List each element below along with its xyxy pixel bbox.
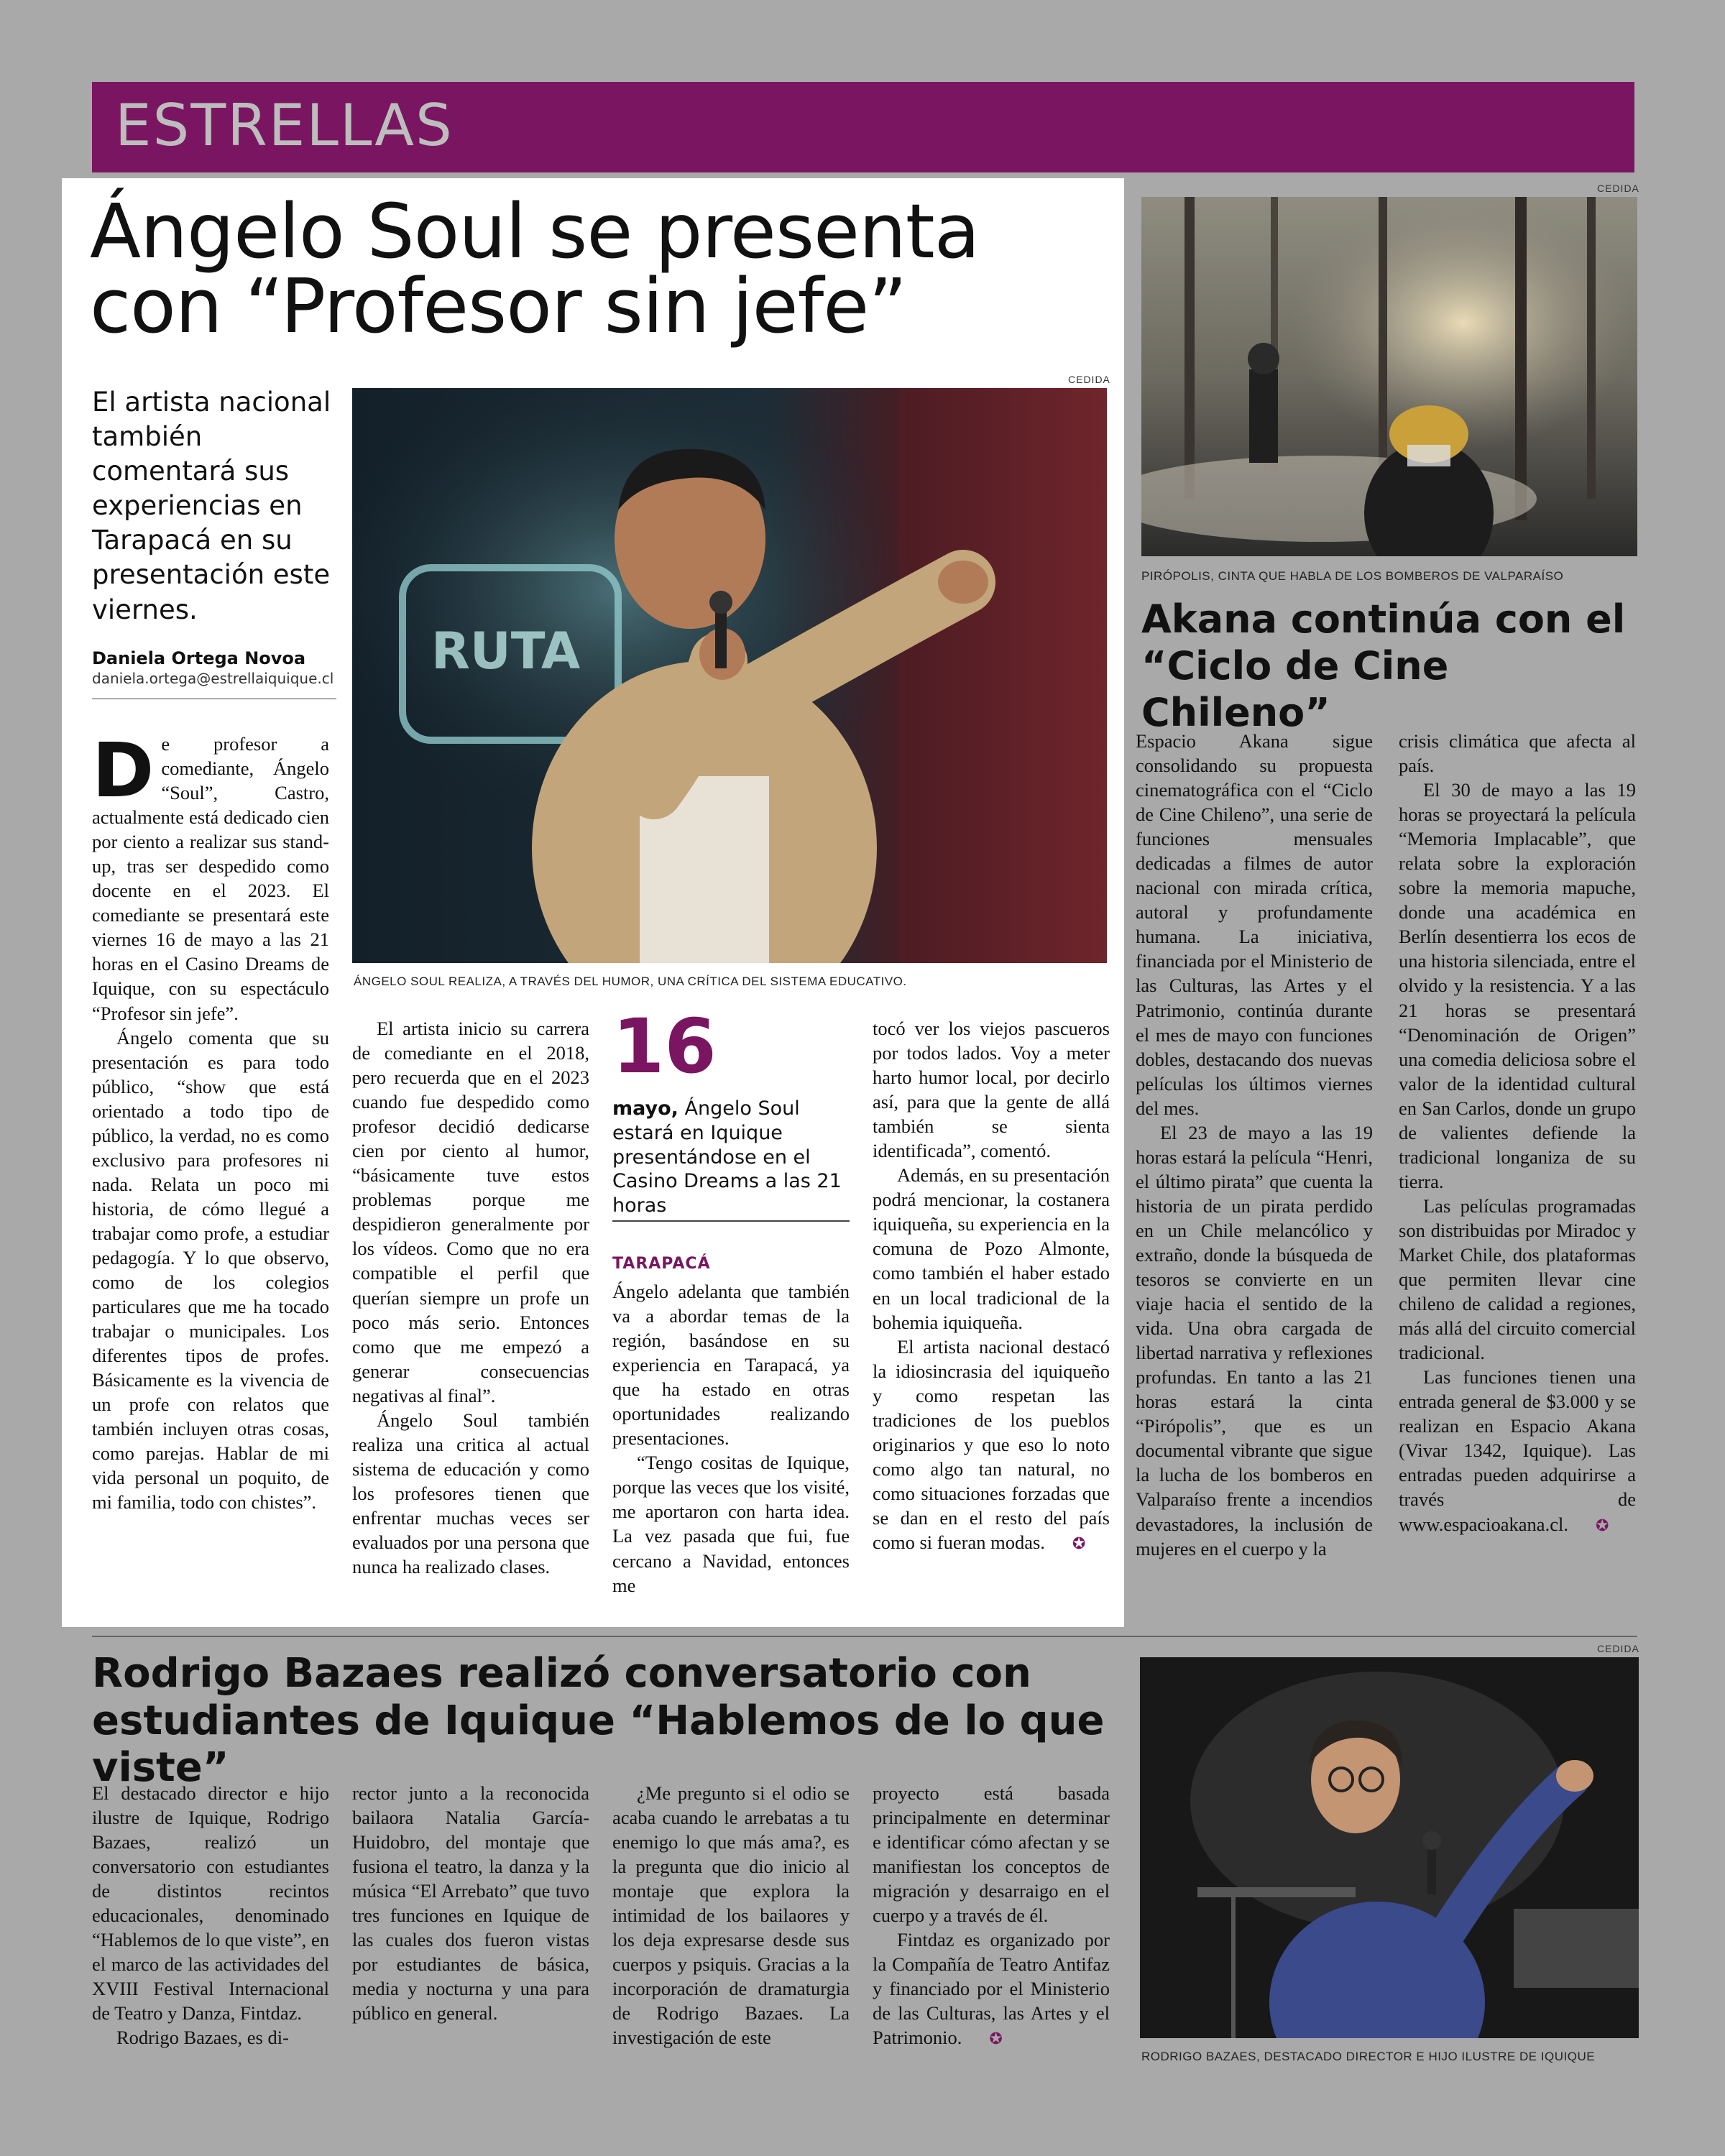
firefighters-photo-illustration [1141, 197, 1637, 556]
author-email[interactable]: daniela.ortega@estrellaiquique.cl [92, 670, 334, 687]
akana-colB-para1: crisis climática que afecta al país. [1399, 730, 1636, 777]
akana-colB-para3: Las películas programadas son distribuidas por Miradoc y Market Chile, dos plataformas que permiten llevar cine chileno de calidad a regiones, más allá del circuito comercial tradicional. [1399, 1194, 1636, 1364]
akana-headline: Akana continúa con el “Ciclo de Cine Chileno” [1141, 596, 1626, 735]
main-photo-credit: CEDIDA [1068, 374, 1110, 385]
pull-text: Ángelo Soul estará en Iquique presentándose en el Casino Dreams a las 21 horas [612, 1097, 842, 1217]
akana-col-1 [1136, 729, 1373, 1561]
akana-photo-caption: PIRÓPOLIS, CINTA QUE HABLA DE LOS BOMBEROS DE VALPARAÍSO [1141, 569, 1564, 583]
akana-photo-credit: CEDIDA [1597, 183, 1639, 194]
bazaes-headline: Rodrigo Bazaes realizó conversatorio con estudiantes de Iquique “Hablemos de lo que viste” [92, 1650, 1105, 1792]
main-col2-para2: Ángelo Soul también realiza una critica al actual sistema de educación y como los profesores tienen que enfrentar muchas veces ser evaluados por una persona que nunca ha realizado clases. [352, 1409, 589, 1578]
pull-rule [612, 1220, 850, 1222]
section-label: ESTRELLAS [115, 92, 454, 159]
author-name: Daniela Ortega Novoa [92, 648, 306, 668]
pull-quote [612, 1003, 850, 1218]
bazaes-col2-para: rector junto a la reconocida bailaora Natalia García-Huidobro, del montaje que fusiona el teatro, la danza y la música “El Arrebato” que tuvo tres funciones en Iquique de las cuales dos fueron vistas por estudiantes de básica, media y nocturna y una para público en general. [352, 1782, 589, 2024]
bazaes-col4-para2: Fintdaz es organizado por la Compañía de Teatro Antifaz y financiado por el Ministerio de las Culturas, las Artes y el Patrimonio. [873, 1929, 1110, 2049]
main-deck: El artista nacional también comentará sus experiencias en Tarapacá en su presentación este viernes. [92, 387, 331, 625]
main-headline: Ángelo Soul se presenta con “Profesor sin jefe” [90, 188, 980, 350]
main-col-4 [873, 1016, 1110, 1554]
main-col2-para1: El artista inicio su carrera de comediante en el 2018, pero recuerda que en el 2023 cuando fue despedido como profesor decidió dedicarse cien por ciento al humor, “básicamente tuve estos problemas porque me despidieron generalmente por los vídeos. Como que no era compatible el perfil que querían siempre un profe un poco más serio. Entonces como que me empezó a generar consecuencias negativas al final”. [352, 1018, 589, 1406]
akana-colA-para1: Espacio Akana sigue consolidando su propuesta cinematográfica con el “Ciclo de Cine Chileno”, una serie de funciones mensuales dedicadas a filmes de autor nacional con mirada crítica, autoral y profundamente humana. La iniciativa, financiada por el Ministerio de las Culturas, las Artes y el Patrimonio, continúa durante el mes de mayo con funciones dobles, destacando dos nuevas películas los últimos viernes del mes. [1136, 730, 1373, 1119]
main-col3-para1: Ángelo adelanta que también va a abordar temas de la región, basándose en su experiencia en Tarapacá, ya que ha estado en otras oportunidades realizando presentaciones. [612, 1281, 850, 1450]
main-photo [352, 388, 1107, 963]
director-photo-illustration [1140, 1657, 1639, 2038]
akana-colB-para2: El 30 de mayo a las 19 horas se proyectará la película “Memoria Implacable”, que relata sobre la exploración sobre la memoria mapuche, donde una académica en Berlín desentierra los ecos de una historia silenciada, entre el olvido y la resistencia. Y a las 21 horas se presentará “Denominación de Origen” una comedia deliciosa sobre el valor de la identidad cultural en San Carlos, donde un grupo de valientes defiende la tradicional longaniza de su tierra. [1399, 779, 1636, 1192]
dropcap: D [92, 727, 155, 814]
main-col4-para1: tocó ver los viejos pascueros por todos lados. Voy a meter harto humor local, por decirlo así, para que la gente de allá también se sienta identificada”, comentó. [873, 1018, 1110, 1162]
bazaes-col-1 [92, 1781, 329, 2050]
subhead-tarapaca: TARAPACÁ [612, 1255, 711, 1273]
pull-number: 16 [612, 1003, 717, 1090]
section-divider [92, 1636, 1637, 1637]
main-col3-para2: “Tengo cositas de Iquique, porque las veces que los visité, me aportaron con harta idea. La vez pasada que fui, fue cercano a Navidad, entonces me [612, 1452, 850, 1596]
star-circle-icon: ✪ [1072, 1534, 1086, 1552]
akana-colB-para4: Las funciones tienen una entrada general de $3.000 y se realizan en Espacio Akana (Vivar 1342, Iquique). Las entradas pueden adquirirse a través de www.espacioakana.cl. [1399, 1366, 1636, 1535]
bazaes-photo-credit: CEDIDA [1597, 1643, 1639, 1654]
akana-photo [1141, 197, 1637, 556]
akana-colA-para2: El 23 de mayo a las 19 horas estará la película “Henri, el último pirata” que cuenta la historia de un pirata perdido en un Chile melancólico y extraño, donde la búsqueda de tesoros se convierte en un viaje hacia el sentido de la vida. Una obra cargada de libertad narrativa y reflexiones profundas. En tanto a las 21 horas estará la cinta “Pirópolis”, que es un documental vibrante que sigue la lucha de los bomberos en Valparaíso frente a incendios devastadores, la inclusión de mujeres en el cuerpo y la [1136, 1121, 1373, 1560]
akana-col-2 [1399, 729, 1636, 1537]
main-col-1 [92, 727, 329, 1515]
bazaes-col-3 [612, 1781, 850, 2050]
byline [92, 648, 336, 687]
pull-bold: mayo, [612, 1097, 678, 1120]
main-col4-para2: Además, en su presentación podrá mencionar, la costanera iquiqueña, su experiencia en la comuna de Pozo Almonte, como también el haber estado en un local tradicional de la bohemia iquiqueña. [873, 1164, 1110, 1333]
star-circle-icon: ✪ [1595, 1516, 1609, 1534]
star-circle-icon: ✪ [989, 2030, 1003, 2048]
svg-text:RUTA: RUTA [431, 622, 581, 681]
bazaes-col1-para1: El destacado director e hijo ilustre de Iquique, Rodrigo Bazaes, realizó un conversatorio con estudiantes de distintos recintos educacionales, denominado “Hablemos de lo que viste”, en el marco de las actividades del XVIII Festival Internacional de Teatro y Danza, Fintdaz. [92, 1782, 329, 2024]
comedian-photo-illustration [352, 388, 1107, 963]
bazaes-col1-para2: Rodrigo Bazaes, es di- [116, 2027, 289, 2049]
bazaes-col-2 [352, 1781, 589, 2025]
main-col-2 [352, 1016, 589, 1579]
bazaes-photo-caption: RODRIGO BAZAES, DESTACADO DIRECTOR E HIJO ILUSTRE DE IQUIQUE [1141, 2050, 1596, 2063]
main-col1-para1: e profesor a comediante, Ángelo “Soul”, Castro, actualmente está dedicado cien por ciento a realizar sus stand-up, tras ser despedido como docente en el 2023. El comediante se presentará este viernes 16 de mayo a las 21 horas en el Casino Dreams de Iquique, con su espectáculo “Profesor sin jefe”. [92, 733, 329, 1024]
bazaes-col4-para1: proyecto está basada principalmente en determinar e identificar cómo afectan y se manifiestan los conceptos de migración y desarraigo en el cuerpo y a través de él. [873, 1782, 1110, 1927]
main-col4-para3: El artista nacional destacó la idiosincrasia del iquiqueño y como respetan las tradiciones de los pueblos originarios y que eso lo noto como algo tan natural, no como situaciones forzadas que se dan en el resto del país como si fueran modas. [873, 1335, 1110, 1553]
main-col1-para2: Ángelo comenta que su presentación es para todo público, “show que está orientado a todo tipo de público, la verdad, no es como exclusivo para profesores ni nada. Relata un poco mi historia, de cómo llegué a trabajar como profe, a estudiar pedagogía. Y lo que observo, como de los colegios particulares que me ha tocado trabajar o municipales. Los diferentes tipos de profes. Básicamente es la vivencia de un profe con relatos que también incluyen otras cosas, como parejas. Hablar de mi vida personal un poquito, de mi familia, todo con chistes”. [92, 1026, 329, 1514]
bazaes-photo [1140, 1657, 1639, 2038]
bazaes-col-4 [873, 1781, 1110, 2050]
bazaes-col3-para: ¿Me pregunto si el odio se acaba cuando le arrebatas a tu enemigo lo que más ama?, es la pregunta que dio inicio al montaje que explora la intimidad de los bailaores y los deja expresarse desde sus cuerpos y psiquis. Gracias a la incorporación de dramaturgia de Rodrigo Bazaes. La investigación de este [612, 1782, 850, 2049]
main-photo-caption: ÁNGELO SOUL REALIZA, A TRAVÉS DEL HUMOR, UNA CRÍTICA DEL SISTEMA EDUCATIVO. [354, 975, 907, 988]
section-banner [92, 82, 1634, 172]
main-col-3 [612, 1279, 850, 1598]
